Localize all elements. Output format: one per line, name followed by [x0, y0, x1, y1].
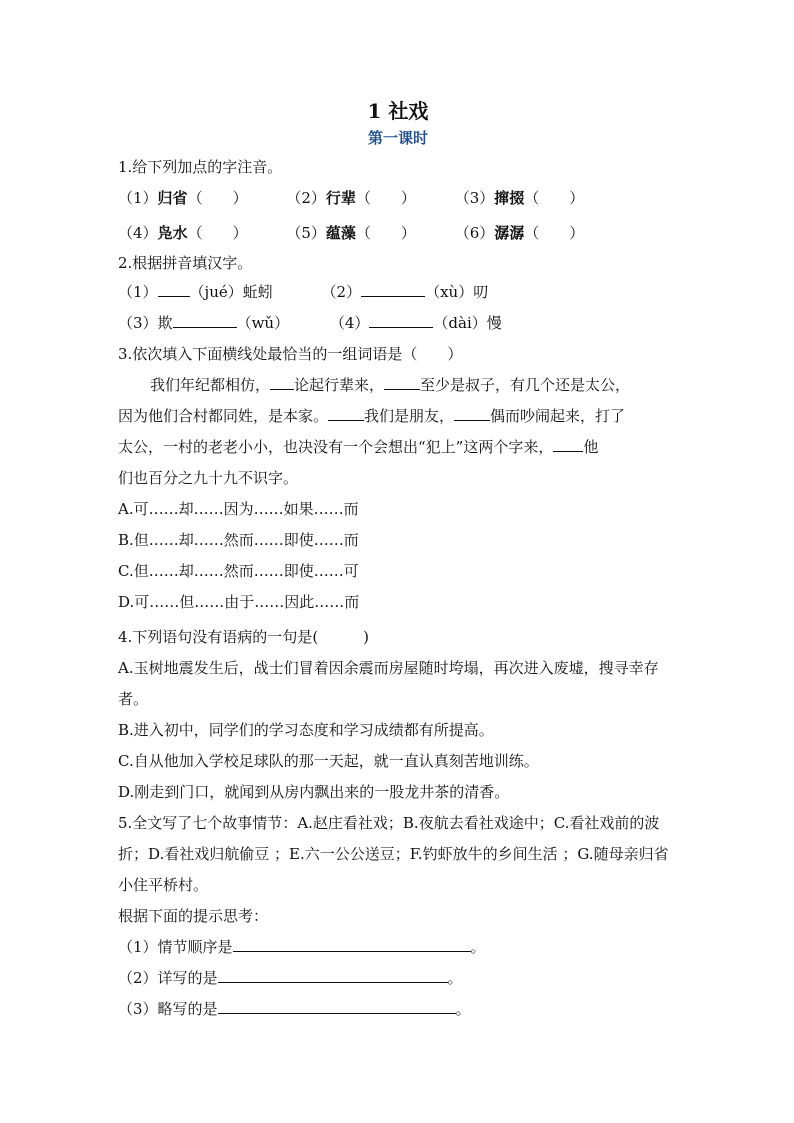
passage-line: 因为他们合村都同姓，是本家。 我们是朋友， 偶而吵闹起来，打了 [118, 407, 626, 425]
q5-prompt: 根据下面的提示思考： [118, 907, 269, 925]
answer-paren[interactable]: （ ） [355, 189, 416, 207]
pinyin: （jué） [189, 283, 243, 301]
item-number: （4） [118, 224, 158, 242]
q1-row-1 [118, 183, 678, 214]
q2-item-2 [322, 277, 489, 308]
q1-item-4 [118, 218, 248, 249]
q3-option-b[interactable]: B.但……却……然而……即使……而 [118, 531, 359, 549]
pinyin: （xù） [425, 283, 474, 301]
q2-row-2 [118, 308, 678, 339]
answer-blank[interactable] [328, 406, 364, 421]
item-number: （3） [118, 314, 158, 332]
item-label: （1）情节顺序是 [118, 938, 233, 956]
q4-option-c[interactable]: C.自从他加入学校足球队的那一天起，就一直认真刻苦地训练。 [118, 752, 539, 770]
q4-stem: 4.下列语句没有语病的一句是( ) [118, 628, 370, 646]
answer-paren[interactable]: （ ） [524, 189, 585, 207]
q3-option-d[interactable]: D.可……但……由于……因此……而 [118, 593, 360, 611]
answer-blank[interactable] [553, 437, 583, 452]
q5-item-3: （3）略写的是 。 [118, 1000, 471, 1018]
q2-item-4 [330, 308, 502, 339]
passage-line: 太公，一村的老老小小，也决没有一个会想出“犯上”这两个字来， 他 [118, 438, 599, 456]
word-tail: 叨 [473, 283, 489, 301]
pinyin: （wǔ） [236, 314, 290, 332]
q4-option-d[interactable]: D.刚走到门口，就闻到从房内飘出来的一股龙井茶的清香。 [118, 783, 510, 801]
q2-item-1 [118, 277, 273, 308]
word-head: 欺 [157, 314, 173, 332]
item-number: （5） [286, 224, 326, 242]
q1-item-3 [455, 183, 585, 214]
q3-option-c[interactable]: C.但……却……然而……即使……可 [118, 562, 359, 580]
answer-blank[interactable] [361, 282, 425, 297]
item-number: （2） [286, 189, 326, 207]
q1-stem: 1.给下列加点的字注音。 [118, 158, 283, 176]
answer-paren[interactable]: （ ） [524, 224, 585, 242]
answer-blank[interactable] [384, 375, 420, 390]
answer-blank[interactable] [454, 406, 490, 421]
q1-item-6 [455, 218, 585, 249]
item-number: （1） [118, 283, 158, 301]
q2-stem: 2.根据拼音填汉字。 [118, 254, 253, 272]
item-word: 撺掇 [494, 189, 525, 207]
answer-paren[interactable]: （ ） [355, 224, 416, 242]
q5-stem: 5.全文写了七个故事情节：A.赵庄看社戏；B.夜航去看社戏途中；C.看社戏前的波折；D.看社戏归航偷豆 ；E.六一公公送豆；F.钓虾放牛的乡间生活 ；G.随母亲归省小住平桥村。 [118, 814, 669, 894]
item-word: 归省 [157, 189, 188, 207]
q1-item-2 [286, 183, 416, 214]
q3-stem: 3.依次填入下面横线处最恰当的一组词语是（ ） [118, 345, 463, 363]
q2-item-3 [118, 308, 289, 339]
answer-blank[interactable] [369, 313, 433, 328]
q4-option-a[interactable]: A.玉树地震发生后，战士们冒着因余震而房屋随时垮塌，再次进入废墟，搜寻幸存者。 [118, 659, 659, 708]
answer-blank[interactable] [233, 937, 471, 952]
item-label: （3）略写的是 [118, 1000, 218, 1018]
worksheet-page [118, 96, 678, 1025]
page-title: 1 社戏 [367, 99, 429, 123]
answer-blank[interactable] [270, 375, 294, 390]
answer-blank[interactable] [218, 999, 456, 1014]
answer-blank[interactable] [218, 968, 448, 983]
passage-line: 我们年纪都相仿， 论起行辈来， 至少是叔子，有几个还是太公， [150, 376, 631, 394]
answer-blank[interactable] [158, 282, 190, 297]
q5-item-2: （2）详写的是 。 [118, 969, 463, 987]
passage-line: 们也百分之九十九不识字。 [118, 469, 299, 487]
q3-passage [118, 370, 678, 494]
answer-blank[interactable] [173, 313, 237, 328]
item-word: 行辈 [325, 189, 356, 207]
word-tail: 慢 [486, 314, 502, 332]
item-number: （3） [454, 189, 495, 207]
item-word: 凫水 [157, 224, 188, 242]
item-number: （2） [321, 283, 362, 301]
answer-paren[interactable]: （ ） [187, 189, 248, 207]
item-word: 潺潺 [494, 224, 525, 242]
q1-row-2 [118, 218, 678, 249]
item-label: （2）详写的是 [118, 969, 218, 987]
lesson-subtitle: 第一课时 [367, 129, 428, 147]
item-number: （1） [118, 189, 158, 207]
q4-option-b[interactable]: B.进入初中，同学们的学习态度和学习成绩都有所提高。 [118, 721, 494, 739]
q2-row-1 [118, 277, 678, 308]
answer-paren[interactable]: （ ） [187, 224, 248, 242]
q1-item-5 [286, 218, 416, 249]
word-tail: 蚯蚓 [242, 283, 273, 301]
pinyin: （dài） [433, 314, 487, 332]
q1-item-1 [118, 183, 248, 214]
item-word: 蕴藻 [325, 224, 356, 242]
item-number: （6） [454, 224, 495, 242]
item-number: （4） [329, 314, 370, 332]
q5-item-1: （1）情节顺序是 。 [118, 938, 486, 956]
q3-option-a[interactable]: A.可……却……因为……如果……而 [118, 500, 359, 518]
